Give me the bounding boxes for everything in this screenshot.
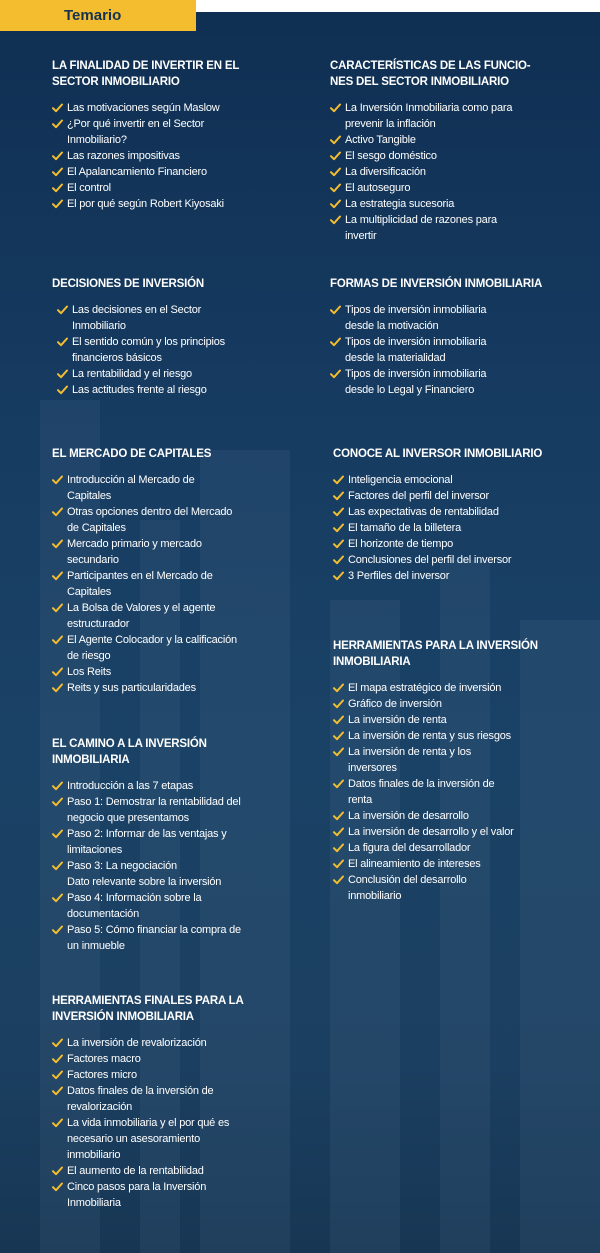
topic-item bbox=[52, 1163, 264, 1179]
topic-item bbox=[57, 366, 268, 382]
topic-item-text: negocio que presentamos bbox=[67, 812, 189, 824]
topic-item-text: El sentido común y los principios bbox=[72, 336, 225, 348]
topic-item bbox=[333, 872, 573, 904]
topic-item bbox=[52, 632, 268, 664]
topic-item-text: 3 Perfiles del inversor bbox=[348, 570, 450, 582]
topic-item-text: de riesgo bbox=[67, 650, 111, 662]
section-title: HERRAMIENTAS PARA LA INVERSIÓN INMOBILIARIA bbox=[333, 640, 538, 668]
topic-item-text: El Apalancamiento Financiero bbox=[67, 166, 207, 178]
checkmark-icon bbox=[333, 475, 344, 485]
topic-item-text: La inversión de desarrollo bbox=[348, 810, 469, 822]
topic-item-text: Los Reits bbox=[67, 666, 112, 678]
section-conoce bbox=[333, 446, 573, 584]
checkmark-icon bbox=[52, 667, 63, 677]
topic-item-text: Conclusiones del perfil del inversor bbox=[348, 554, 512, 566]
topic-item bbox=[52, 100, 268, 116]
checkmark-icon bbox=[52, 183, 63, 193]
section-title: CARACTERÍSTICAS DE LAS FUNCIO- NES DEL SECTOR INMOBILIARIO bbox=[330, 60, 531, 88]
checkmark-icon bbox=[57, 369, 68, 379]
checkmark-icon bbox=[52, 635, 63, 645]
topic-item-text: El aumento de la rentabilidad bbox=[67, 1165, 204, 1177]
topic-item-text: La inversión de renta y sus riesgos bbox=[348, 730, 511, 742]
topic-item bbox=[52, 664, 268, 680]
checkmark-icon bbox=[333, 507, 344, 517]
topic-item bbox=[333, 520, 573, 536]
checkmark-icon bbox=[52, 507, 63, 517]
section-formas bbox=[330, 276, 570, 398]
topic-item bbox=[52, 1051, 264, 1067]
topic-item bbox=[333, 472, 573, 488]
topic-item bbox=[333, 680, 573, 696]
section-camino bbox=[52, 736, 264, 954]
checkmark-icon bbox=[52, 151, 63, 161]
checkmark-icon bbox=[52, 1038, 63, 1048]
topic-item bbox=[333, 536, 573, 552]
checkmark-icon bbox=[333, 779, 344, 789]
topic-item bbox=[57, 382, 268, 398]
checkmark-icon bbox=[57, 337, 68, 347]
topic-item bbox=[52, 164, 268, 180]
checkmark-icon bbox=[333, 859, 344, 869]
topic-item bbox=[52, 568, 268, 600]
topic-list bbox=[330, 302, 570, 398]
topic-item-text: desde lo Legal y Financiero bbox=[345, 384, 475, 396]
checkmark-icon bbox=[52, 1182, 63, 1192]
topic-list bbox=[52, 472, 268, 696]
topic-item-text: Tipos de inversión inmobiliaria bbox=[345, 336, 487, 348]
topic-item bbox=[333, 808, 573, 824]
checkmark-icon bbox=[57, 385, 68, 395]
topic-item bbox=[333, 568, 573, 584]
checkmark-icon bbox=[52, 603, 63, 613]
topic-item bbox=[52, 778, 264, 794]
topic-item-text: Inmobiliaria bbox=[67, 1197, 121, 1209]
topic-item-text: invertir bbox=[345, 230, 377, 242]
topic-item bbox=[333, 728, 573, 744]
topic-item-text: El autoseguro bbox=[345, 182, 411, 194]
topic-item-text: El por qué según Robert Kiyosaki bbox=[67, 198, 224, 210]
topic-item bbox=[330, 164, 542, 180]
topic-item bbox=[52, 472, 268, 504]
checkmark-icon bbox=[330, 199, 341, 209]
checkmark-icon bbox=[333, 843, 344, 853]
checkmark-icon bbox=[330, 215, 341, 225]
topic-item bbox=[52, 536, 268, 568]
checkmark-icon bbox=[330, 135, 341, 145]
checkmark-icon bbox=[330, 151, 341, 161]
topic-item bbox=[52, 180, 268, 196]
checkmark-icon bbox=[52, 829, 63, 839]
topic-item bbox=[52, 600, 268, 632]
topic-item-text: El control bbox=[67, 182, 111, 194]
checkmark-icon bbox=[57, 305, 68, 315]
topic-item-text: La figura del desarrollador bbox=[348, 842, 471, 854]
topic-item-text: Gráfico de inversión bbox=[348, 698, 442, 710]
topic-item-text: Reits y sus particularidades bbox=[67, 682, 196, 694]
topic-item bbox=[330, 366, 570, 398]
topic-item-text: La Bolsa de Valores y el agente bbox=[67, 602, 216, 614]
topic-item-text: desde la motivación bbox=[345, 320, 439, 332]
checkmark-icon bbox=[330, 183, 341, 193]
topic-item bbox=[52, 196, 268, 212]
topic-item-text: Datos finales de la inversión de bbox=[348, 778, 495, 790]
checkmark-icon bbox=[333, 699, 344, 709]
topic-item-text: La multiplicidad de razones para bbox=[345, 214, 497, 226]
topic-item bbox=[52, 826, 264, 858]
topic-item-text: prevenir la inflación bbox=[345, 118, 436, 130]
checkmark-icon bbox=[52, 1054, 63, 1064]
topic-item bbox=[333, 552, 573, 568]
topic-list bbox=[52, 1035, 264, 1211]
checkmark-icon bbox=[330, 167, 341, 177]
topic-item bbox=[330, 132, 542, 148]
topic-item bbox=[330, 196, 542, 212]
topic-item-text: El tamaño de la billetera bbox=[348, 522, 462, 534]
topic-item-text: renta bbox=[348, 794, 373, 806]
topic-item-text: financieros básicos bbox=[72, 352, 162, 364]
topic-item bbox=[52, 794, 264, 826]
section-title: CONOCE AL INVERSOR INMOBILIARIO bbox=[333, 448, 543, 460]
topic-item-text: Las motivaciones según Maslow bbox=[67, 102, 220, 114]
topic-item-text: Introducción a las 7 etapas bbox=[67, 780, 194, 792]
topic-item-text: desde la materialidad bbox=[345, 352, 446, 364]
section-title: FORMAS DE INVERSIÓN INMOBILIARIA bbox=[330, 278, 543, 290]
topic-item bbox=[330, 180, 542, 196]
temario-tab: Temario bbox=[0, 0, 196, 31]
topic-item-text: necesario un asesoramiento bbox=[67, 1133, 200, 1145]
topic-item bbox=[333, 856, 573, 872]
topic-list bbox=[52, 302, 268, 398]
checkmark-icon bbox=[52, 797, 63, 807]
topic-item-text: El alineamiento de intereses bbox=[348, 858, 481, 870]
topic-item bbox=[52, 922, 264, 954]
checkmark-icon bbox=[52, 1070, 63, 1080]
topic-item bbox=[52, 858, 264, 890]
topic-list bbox=[52, 778, 264, 954]
section-title: LA FINALIDAD DE INVERTIR EN EL SECTOR INMOBILIARIO bbox=[52, 60, 240, 88]
checkmark-icon bbox=[52, 1118, 63, 1128]
topic-item-text: Las razones impositivas bbox=[67, 150, 180, 162]
topic-item-text: Paso 3: La negociación bbox=[67, 860, 177, 872]
checkmark-icon bbox=[52, 781, 63, 791]
checkmark-icon bbox=[52, 925, 63, 935]
topic-item-text: inmobiliario bbox=[348, 890, 402, 902]
topic-item-text: Capitales bbox=[67, 586, 112, 598]
checkmark-icon bbox=[333, 747, 344, 757]
topic-item-text: Factores micro bbox=[67, 1069, 137, 1081]
topic-item-text: La inversión de renta y los bbox=[348, 746, 472, 758]
topic-item-text: Inteligencia emocional bbox=[348, 474, 453, 486]
topic-list bbox=[330, 100, 542, 244]
topic-item-text: El mapa estratégico de inversión bbox=[348, 682, 502, 694]
topic-list bbox=[333, 472, 573, 584]
topic-item-text: Datos finales de la inversión de bbox=[67, 1085, 214, 1097]
topic-item-text: La vida inmobiliaria y el por qué es bbox=[67, 1117, 230, 1129]
checkmark-icon bbox=[333, 683, 344, 693]
topic-item-text: Cinco pasos para la Inversión bbox=[67, 1181, 207, 1193]
section-herramientas bbox=[333, 638, 573, 904]
section-title: HERRAMIENTAS FINALES PARA LA INVERSIÓN INMOBILIARIA bbox=[52, 995, 244, 1023]
topic-item-text: de Capitales bbox=[67, 522, 126, 534]
topic-item-text: Inmobiliario bbox=[72, 320, 126, 332]
topic-item bbox=[52, 1115, 264, 1163]
checkmark-icon bbox=[52, 199, 63, 209]
topic-item-text: inversores bbox=[348, 762, 397, 774]
checkmark-icon bbox=[52, 475, 63, 485]
topic-item bbox=[333, 744, 573, 776]
topic-item bbox=[333, 840, 573, 856]
topic-item-text: Participantes en el Mercado de bbox=[67, 570, 213, 582]
topic-item-text: El Agente Colocador y la calificación bbox=[67, 634, 237, 646]
topic-item-text: Factores del perfil del inversor bbox=[348, 490, 489, 502]
topic-item-text: El sesgo doméstico bbox=[345, 150, 437, 162]
topic-item bbox=[52, 890, 264, 922]
topic-item-text: limitaciones bbox=[67, 844, 123, 856]
checkmark-icon bbox=[333, 571, 344, 581]
checkmark-icon bbox=[333, 731, 344, 741]
checkmark-icon bbox=[52, 893, 63, 903]
topic-item-text: Las expectativas de rentabilidad bbox=[348, 506, 499, 518]
topic-item-text: Tipos de inversión inmobiliaria bbox=[345, 368, 487, 380]
checkmark-icon bbox=[330, 369, 341, 379]
checkmark-icon bbox=[52, 683, 63, 693]
topic-item bbox=[52, 1179, 264, 1211]
section-caracteristicas bbox=[330, 58, 542, 244]
topic-item-text: Inmobiliario? bbox=[67, 134, 127, 146]
section-decisiones bbox=[52, 276, 268, 398]
topic-item-text: Introducción al Mercado de bbox=[67, 474, 195, 486]
topic-item-text: Dato relevante sobre la inversión bbox=[67, 876, 222, 888]
section-title: EL MERCADO DE CAPITALES bbox=[52, 448, 212, 460]
topic-list bbox=[333, 680, 573, 904]
checkmark-icon bbox=[52, 103, 63, 113]
topic-item-text: Tipos de inversión inmobiliaria bbox=[345, 304, 487, 316]
checkmark-icon bbox=[52, 571, 63, 581]
topic-item bbox=[333, 504, 573, 520]
topic-item-text: Activo Tangible bbox=[345, 134, 416, 146]
topic-item bbox=[52, 148, 268, 164]
topic-list bbox=[52, 100, 268, 212]
topic-item bbox=[333, 488, 573, 504]
topic-item-text: Las decisiones en el Sector bbox=[72, 304, 202, 316]
checkmark-icon bbox=[330, 103, 341, 113]
topic-item bbox=[52, 680, 268, 696]
topic-item-text: ¿Por qué invertir en el Sector bbox=[67, 118, 205, 130]
topic-item bbox=[52, 1035, 264, 1051]
checkmark-icon bbox=[330, 305, 341, 315]
topic-item-text: La diversificación bbox=[345, 166, 426, 178]
checkmark-icon bbox=[52, 1086, 63, 1096]
topic-item bbox=[330, 212, 542, 244]
topic-item-text: Otras opciones dentro del Mercado bbox=[67, 506, 233, 518]
topic-item-text: Las actitudes frente al riesgo bbox=[72, 384, 207, 396]
checkmark-icon bbox=[333, 715, 344, 725]
checkmark-icon bbox=[52, 539, 63, 549]
topic-item-text: Paso 1: Demostrar la rentabilidad del bbox=[67, 796, 241, 808]
topic-item bbox=[52, 1067, 264, 1083]
topic-item-text: La inversión de renta bbox=[348, 714, 447, 726]
topic-item-text: Capitales bbox=[67, 490, 112, 502]
section-title: DECISIONES DE INVERSIÓN bbox=[52, 278, 204, 290]
topic-item-text: La inversión de revalorización bbox=[67, 1037, 207, 1049]
topic-item-text: revalorización bbox=[67, 1101, 133, 1113]
section-finalidad bbox=[52, 58, 268, 212]
topic-item-text: La Inversión Inmobiliaria como para bbox=[345, 102, 513, 114]
topic-item bbox=[330, 334, 570, 366]
topic-item bbox=[333, 712, 573, 728]
section-herramientas-finales bbox=[52, 993, 264, 1211]
topic-item bbox=[52, 116, 268, 148]
checkmark-icon bbox=[52, 167, 63, 177]
topic-item-text: secundario bbox=[67, 554, 119, 566]
topic-item-text: Mercado primario y mercado bbox=[67, 538, 202, 550]
topic-item-text: Factores macro bbox=[67, 1053, 141, 1065]
topic-item-text: El horizonte de tiempo bbox=[348, 538, 454, 550]
checkmark-icon bbox=[333, 491, 344, 501]
topic-item-text: La inversión de desarrollo y el valor bbox=[348, 826, 514, 838]
topic-item-text: Paso 4: Información sobre la bbox=[67, 892, 202, 904]
checkmark-icon bbox=[333, 523, 344, 533]
section-mercado bbox=[52, 446, 268, 696]
checkmark-icon bbox=[333, 811, 344, 821]
checkmark-icon bbox=[52, 119, 63, 129]
topic-item-text: Conclusión del desarrollo bbox=[348, 874, 467, 886]
topic-item-text: documentación bbox=[67, 908, 140, 920]
checkmark-icon bbox=[52, 861, 63, 871]
checkmark-icon bbox=[52, 1166, 63, 1176]
topic-item bbox=[57, 334, 268, 366]
topic-item bbox=[333, 696, 573, 712]
topic-item bbox=[330, 148, 542, 164]
topic-item-text: Paso 5: Cómo financiar la compra de bbox=[67, 924, 241, 936]
topic-item bbox=[330, 100, 542, 132]
topic-item bbox=[333, 824, 573, 840]
topic-item bbox=[330, 302, 570, 334]
topic-item-text: Paso 2: Informar de las ventajas y bbox=[67, 828, 227, 840]
checkmark-icon bbox=[330, 337, 341, 347]
checkmark-icon bbox=[333, 875, 344, 885]
topic-item bbox=[52, 504, 268, 536]
checkmark-icon bbox=[333, 555, 344, 565]
section-title: EL CAMINO A LA INVERSIÓN INMOBILIARIA bbox=[52, 738, 207, 766]
topic-item-text: un inmueble bbox=[67, 940, 125, 952]
topic-item bbox=[57, 302, 268, 334]
topic-item-text: inmobiliario bbox=[67, 1149, 121, 1161]
topic-item-text: La estrategia sucesoria bbox=[345, 198, 455, 210]
topic-item bbox=[333, 776, 573, 808]
checkmark-icon bbox=[333, 539, 344, 549]
topic-item-text: estructurador bbox=[67, 618, 130, 630]
topic-item-text: La rentabilidad y el riesgo bbox=[72, 368, 192, 380]
topic-item bbox=[52, 1083, 264, 1115]
top-strip bbox=[196, 0, 600, 12]
checkmark-icon bbox=[333, 827, 344, 837]
